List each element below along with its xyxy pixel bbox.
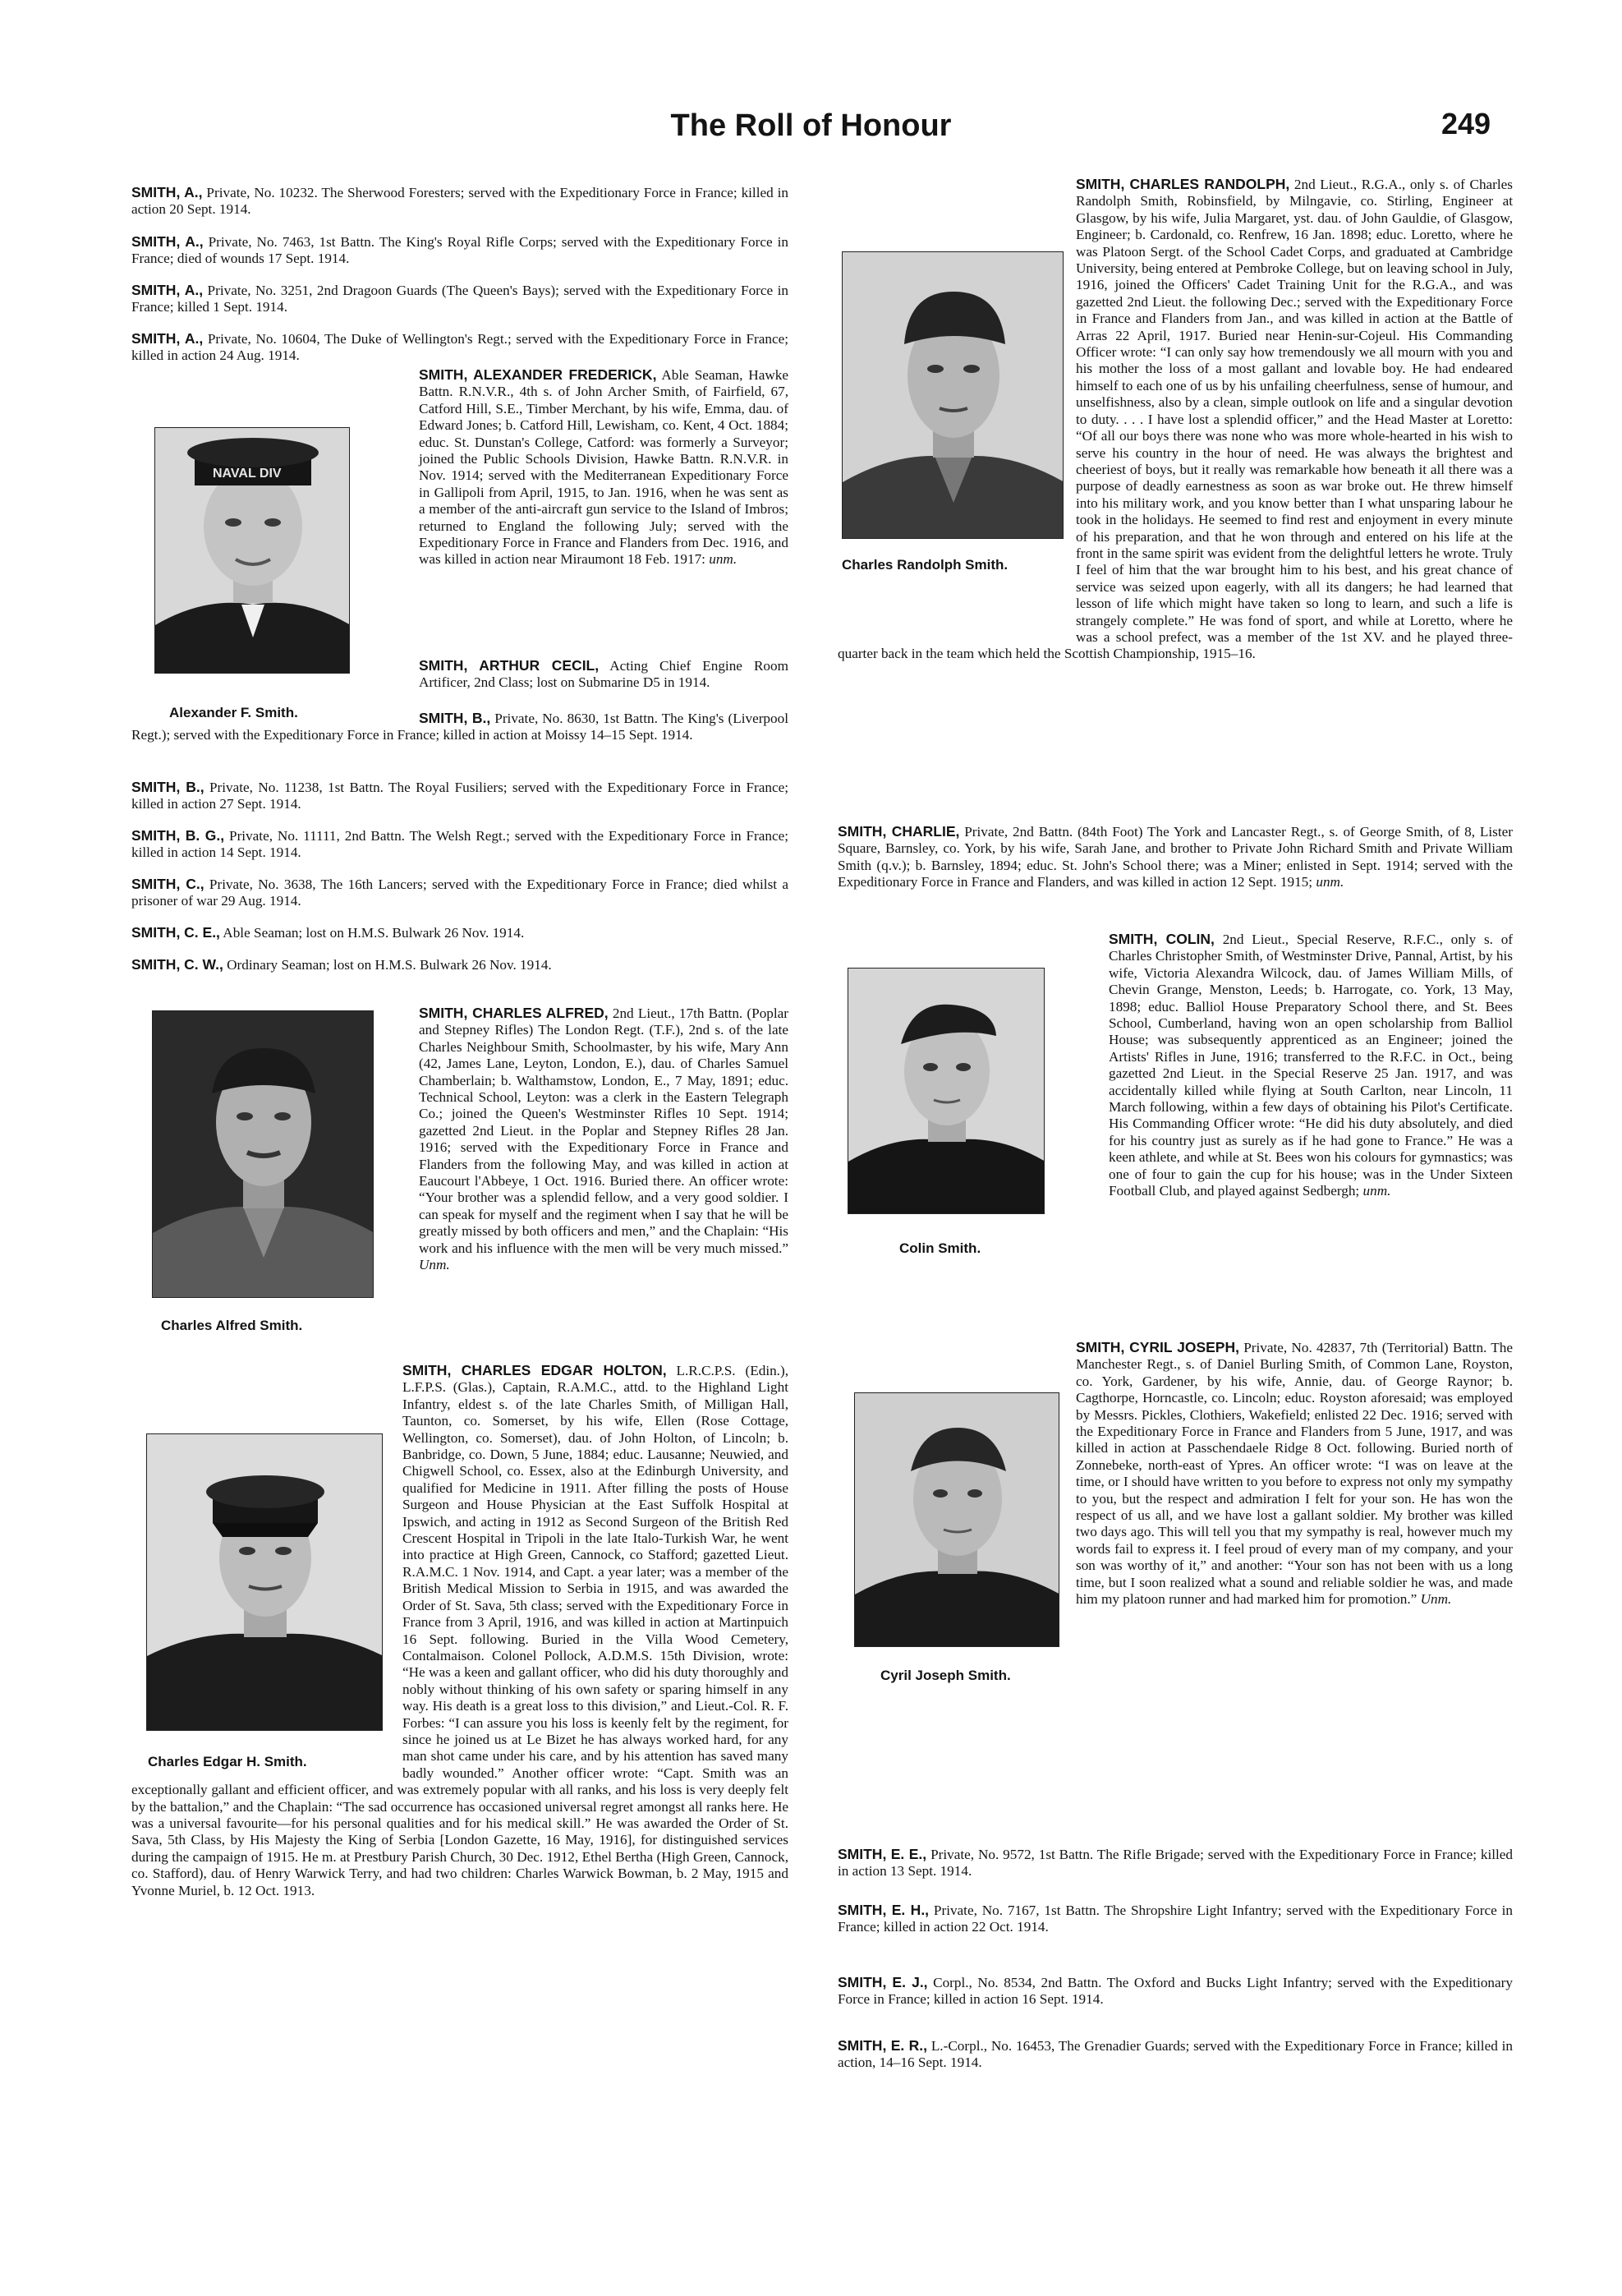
entry-charles-edgar-holton: SMITH, CHARLES EDGAR HOLTON, L.R.C.P.S. (Edin.), L.F.P.S. (Glas.), Captain, R.A.M.C., attd. to the Highland Light Infantry, eldest s. of the late Charles Smith, of Milligan Hall, Taunton, co. Somerset, by his wife, Ellen (Rose Cottage, Wellington, co. Somerset), dau. of John Holton, of Lincoln; b. Banbridge, co. Down, 5 June, 1884; educ. Lausanne; Neuwied, and Chigwell School, co. Essex, also at the Edinburgh University, and qualified for Medicine in 1911. After filling the posts of House Surgeon and House Physician at the East Suffolk Hospital at Ipswich, and acting in 1912 as Second Surgeon of the British Red Crescent Hospital in Tripoli in the late Italo-Turkish War, he went into practice at High Green, Cannock, co Stafford; gazetted Lieut. R.A.M.C. 1 Nov. 1914, and Capt. a year later; was a member of the British Medical Mission to Serbia in 1915, and was awarded the Order of St. Sava, 5th class; served with the Expeditionary Force in France from 3 April, 1916, and was killed in action at Martinpuich 16 Sept. following. Buried in the Villa Wood Cemetery, Contalmaison. Colonel Pollock, A.D.M.S. 15th Division, wrote: “He was a keen and gallant officer, who did his duty thoroughly and nobly without thinking of his own safety or sparing himself in any way. His death is a great loss to this division,” and Lieut.-Col. R. F. Forbes: “I can assure you his loss is keenly felt by the regiment, for since he joined us at Le Bizet he has always worked hard, for any man shot came under his care, and by his attention has saved many badly wounded.” Another officer wrote: “Capt. Smith was an exceptionally gallant and efficient officer, and was extremely popular with all ranks, and his loss is very deeply felt by the battalion,” and the Chaplain: “The sad occurrence has occasioned universal regret amongst all ranks here. He was a universal favourite—for his personal qualities and for his medical skill.” He was awarded the Order of St. Sava, 5th Class, by His Majesty the King of Serbia [London Gazette, 16 May, 1916], for distinguished services during the campaign of 1915. He m. at Prestbury Parish Church, 30 Dec. 1912, Ethel Bertha (High Green, Cannock, co. Stafford), dau. of Henry Warwick Terry, and had two children: Charles Warwick Bowman, b. 2 May, 1915 and Yvonne Muriel, b. 12 Oct. 1913. (131, 1362, 788, 1898)
caption-colin-smith: Colin Smith. (899, 1240, 981, 1256)
entry-arthur-cecil: SMITH, ARTHUR CECIL, Acting Chief Engine Room Artificer, 2nd Class; lost on Submarine D5 in 1914. (419, 657, 788, 691)
caption-cyril-joseph-smith: Cyril Joseph Smith. (880, 1668, 1011, 1683)
entry-charles-alfred: SMITH, CHARLES ALFRED, 2nd Lieut., 17th Battn. (Poplar and Stepney Rifles) The London Regt. (T.F.), 2nd s. of the late Charles Neighbour Smith, Schoolmaster, by his wife, Mary Ann (42, James Lane, Leyton, London, E.), dau. of Charles Samuel Chamberlain; b. Walthamstow, London, E., 7 May, 1891; educ. Technical School, Leyton: was a clerk in the Eastern Telegraph Co.; joined the Queen's Westminster Rifles 10 Sept. 1914; gazetted 2nd Lieut. in the Poplar and Stepney Rifles 28 Jan. 1916; served with the Expeditionary Force in France and Flanders from the following May, and was killed in action at Eaucourt l'Abbeye, 1 Oct. 1916. Buried there. An officer wrote: “Your brother was a splendid fellow, and a very good soldier. I can speak for myself and the regiment when I say that he will be greatly missed by both officers and men,” and the Chaplain: “His work and his influence with the men will be very much missed.” Unm. (419, 1005, 789, 1273)
entry-smith-cw: SMITH, C. W., Ordinary Seaman; lost on H.M.S. Bulwark 26 Nov. 1914. (131, 956, 552, 973)
caption-charles-alfred-smith: Charles Alfred Smith. (161, 1318, 303, 1333)
entry-smith-a-krrc: SMITH, A., Private, No. 7463, 1st Battn. The King's Royal Rifle Corps; served with the Expeditionary Force in France; died of wounds 17 Sept. 1914. (131, 233, 788, 267)
entry-charlie: SMITH, CHARLIE, Private, 2nd Battn. (84th Foot) The York and Lancaster Regt., s. of George Smith, of 8, Lister Square, Barnsley, co. York, by his wife, Sarah Jane, and brother to Private John Richard Smith and Private William Smith (q.v.); b. Barnsley, 1894; educ. St. John's School there; was a Miner; enlisted in Sept. 1914; served with the Expeditionary Force in France and Flanders, and was killed in action 12 Sept. 1915; unm. (838, 823, 1513, 890)
entry-smith-ee: SMITH, E. E., Private, No. 9572, 1st Battn. The Rifle Brigade; served with the Expeditionary Force in France; killed in action 13 Sept. 1914. (838, 1846, 1514, 1880)
entry-smith-b-fusiliers: SMITH, B., Private, No. 11238, 1st Battn. The Royal Fusiliers; served with the Expeditionary Force in France; killed in action 27 Sept. 1914. (131, 779, 788, 812)
portrait-charles-alfred-smith (152, 1010, 374, 1298)
page-number: 249 (1441, 107, 1491, 140)
entry-smith-er: SMITH, E. R., L.-Corpl., No. 16453, The Grenadier Guards; served with the Expeditionary Force in France; killed in action, 14–16 Sept. 1914. (838, 2037, 1513, 2071)
entry-alexander-frederick: SMITH, ALEXANDER FREDERICK, Able Seaman, Hawke Battn. R.N.V.R., 4th s. of John Archer Smith, of Fairfield, 67, Catford Hill, S.E., Timber Merchant, by his wife, Emma, dau. of Edward Jones; b. Catford Hill, Lewisham, co. Kent, 4 Oct. 1884; educ. St. Dunstan's College, Catford: was formerly a Surveyor; joined the Public Schools Division, Hawke Battn. R.N.V.R. in Nov. 1914; served with the Mediterranean Expeditionary Force in Gallipoli from April, 1915, to Jan. 1916, when he was sent as a member of the anti-aircraft gun service to the Island of Imbros; returned to England the following July; served with the Expeditionary Force in France and Flanders from Dec. 1916, and was killed in action near Miraumont 18 Feb. 1917: unm. (419, 366, 788, 568)
page-title: The Roll of Honour (670, 108, 952, 143)
caption-alexander-f-smith: Alexander F. Smith. (169, 705, 298, 720)
caption-charles-edgar-h-smith: Charles Edgar H. Smith. (148, 1754, 307, 1769)
entry-smith-a-dragoon: SMITH, A., Private, No. 3251, 2nd Dragoon Guards (The Queen's Bays); served with the Expeditionary Force in France; killed 1 Sept. 1914. (131, 282, 788, 315)
entry-smith-bg: SMITH, B. G., Private, No. 11111, 2nd Battn. The Welsh Regt.; served with the Expeditionary Force in France; killed in action 14 Sept. 1914. (131, 827, 789, 861)
entry-charles-randolph: SMITH, CHARLES RANDOLPH, 2nd Lieut., R.G.A., only s. of Charles Randolph Smith, Robinsfield, by Milngavie, co. Stirling, Engineer at Glasgow, by his wife, Julia Margaret, yst. dau. of John Gauldie, of Glasgow, Engineer; b. Cardonald, co. Renfrew, 16 Jan. 1898; educ. Loretto, where he was Platoon Sergt. of the School Cadet Corps, and graduated at Cambridge University, being entered at Pembroke College, but on leaving school in July, 1916, joined the Officers' Cadet Training Unit for the R.G.A., and was gazetted 2nd Lieut. the following Dec.; served with the Expeditionary Force in France and Flanders from Jan., and was killed in action at the Battle of Arras 22 April, 1917. Buried near Henin-sur-Cojeul. His Commanding Officer wrote: “I can only say how tremendously we all mourn with you and his mother the loss of a most gallant and lovable boy. He had endeared himself to each one of us by his unfailing cheerfulness, sense of humour, and unselfishness, also by a clean, simple outlook on life and a singular devotion to duty. . . . I have lost a splendid officer,” and the Head Master at Loretto: “Of all our boys there was none who was more whole-hearted in his wish to serve his country in the hour of need. He was always the brightest and cheeriest of boys, but it really was remarkable how beneath it all there was a purpose of deadly earnestness as soon as war broke out. He threw himself into his military work, and you know better than I what unsparing labour he took in the holidays. He seemed to find rest and enjoyment in every minute of his preparation, and that he won through and entered on his life at the front in the same spirit was evident from the delightful letters he wrote. Truly I feel of him that the war brought him to his best, and his great chance of service was seized upon eagerly, with all its dangers; he had learned that lesson of life which might have taken so long to learn, and such a life is strangely complete.” He was fond of sport, and while at Loretto, where he was a school prefect, was a member of the 1st XV. and he played three-quarter back in the team which held the Scottish Championship, 1915–16. (838, 176, 1513, 662)
entry-smith-ce: SMITH, C. E., Able Seaman; lost on H.M.S. Bulwark 26 Nov. 1914. (131, 924, 525, 941)
entry-smith-a-sherwood: SMITH, A., Private, No. 10232. The Sherwood Foresters; served with the Expeditionary Force in France; killed in action 20 Sept. 1914. (131, 184, 788, 218)
entry-smith-c: SMITH, C., Private, No. 3638, The 16th Lancers; served with the Expeditionary Force in France; died whilst a prisoner of war 29 Aug. 1914. (131, 876, 789, 909)
entry-smith-eh: SMITH, E. H., Private, No. 7167, 1st Battn. The Shropshire Light Infantry; served with the Expeditionary Force in France; killed in action 22 Oct. 1914. (838, 1902, 1513, 1935)
entry-smith-a-wellington: SMITH, A., Private, No. 10604, The Duke of Wellington's Regt.; served with the Expeditionary Force in France; killed in action 24 Aug. 1914. (131, 330, 788, 364)
portrait-alexander-f-smith (154, 427, 350, 674)
entry-smith-b-liverpool: SMITH, B., Private, No. 8630, 1st Battn. The King's (Liverpool Regt.); served with the Expeditionary Force in France; killed in action at Moissy 14–15 Sept. 1914. (131, 710, 788, 743)
entry-colin: SMITH, COLIN, 2nd Lieut., Special Reserve, R.F.C., only s. of Charles Christopher Smith, of Westminster Drive, Pannal, Artist, by his wife, Victoria Alexandra Wilcock, dau. of James William Mills, of Chevin Grange, Menston, Leeds; b. Harrogate, co. York, 13 May, 1898; educ. Balliol House Preparatory School there, and St. Bees School, Cumberland, having won an open scholarship from Balliol House; was subsequently apprenticed as an Engineer; joined the Artists' Rifles in June, 1916; transferred to the R.F.C. in Oct., being gazetted 2nd Lieut. in the Special Reserve 25 Jan. 1917, and was accidentally killed while flying at South Carlton, near Lincoln, 11 March following, within a few days of obtaining his Pilot's Certificate. His Commanding Officer wrote: “He did his duty absolutely, and died for his country just as surely as if he had gone to France.” He was a keen athlete, and while at St. Bees won his colours for gymnastics; was one of four to gain the cup for his house; was in the Under Sixteen Football Club, and played against Sedbergh; unm. (1109, 931, 1514, 1199)
entry-smith-ej: SMITH, E. J., Corpl., No. 8534, 2nd Battn. The Oxford and Bucks Light Infantry; served with the Expeditionary Force in France; killed in action 16 Sept. 1914. (838, 1974, 1513, 2008)
caption-charles-randolph-smith: Charles Randolph Smith. (842, 557, 1009, 573)
entry-cyril-joseph: SMITH, CYRIL JOSEPH, Private, No. 42837, 7th (Territorial) Battn. The Manchester Regt., s. of Daniel Burling Smith, of Common Lane, Royston, co. York, Gardener, by his wife, Annie, dau. of George Raynor; b. Cagthorpe, Horncastle, co. Lincoln; educ. Royston aforesaid; was employed by Messrs. Pickles, Clothiers, Wakefield; enlisted 22 Dec. 1916; served with the Expeditionary Force in France and Flanders from 5 June, 1917, and was killed in action at Passchendaele Ridge 8 Oct. following. Buried north of Zonnebeke, north-east of Ypres. An officer wrote: “I was on leave at the time, or I should have written to you before to express not only my sympathy to you, but the respect and admiration I felt for your son. He has won the respect of us all, and we have lost a gallant soldier. My brother was killed two days ago. This will tell you that my sympathy is real, however much my words fail to express it. I feel proud of every man of my company, and your son was worthy of it,” and another: “Your son has not been with us a long time, but I soon realized what a sound and reliable soldier he was, and made him my platoon runner and had marked him for promotion.” Unm. (1076, 1339, 1514, 1608)
cap-band-text: NAVAL DIV (213, 467, 282, 481)
